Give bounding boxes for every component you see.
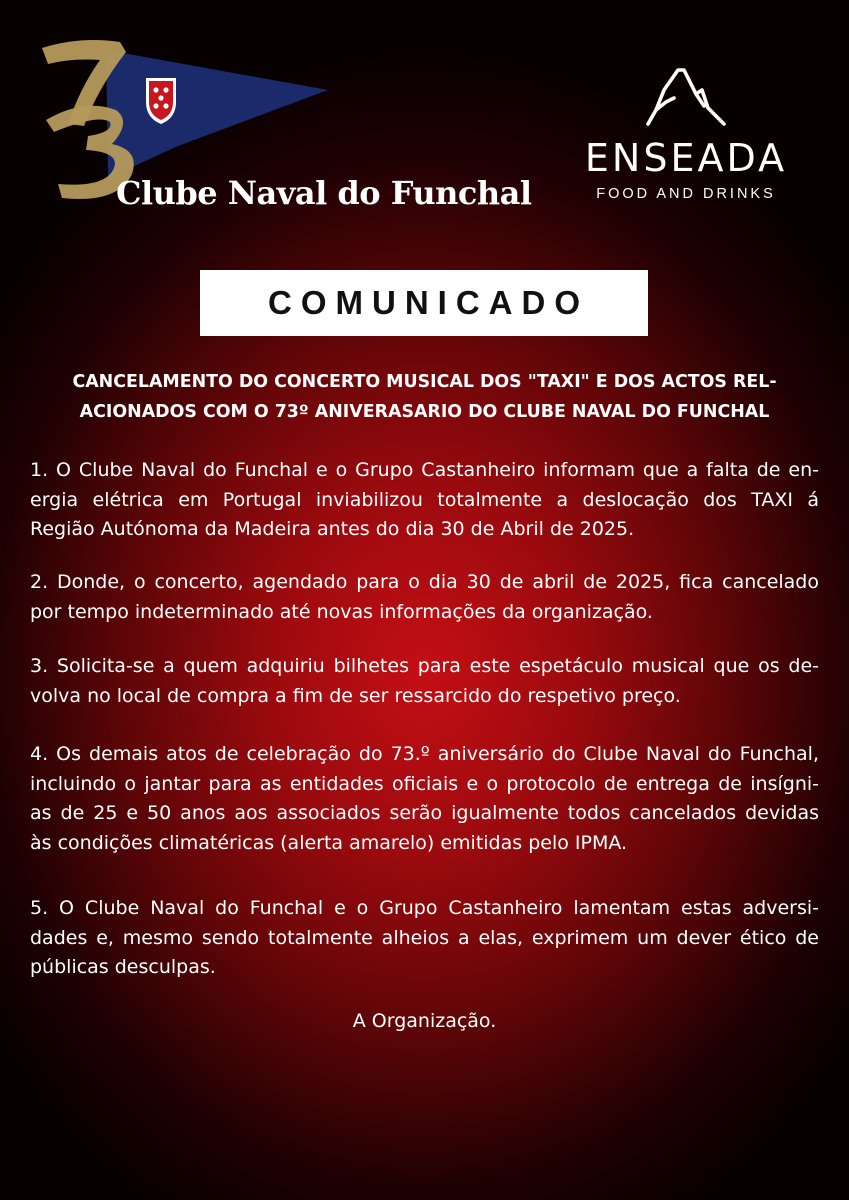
enseada-name: ENSEADA <box>584 136 788 180</box>
mountain-outline-icon <box>644 66 728 128</box>
paragraph-2 <box>30 568 819 627</box>
paragraph-line: 4. Os demais atos de celebração do 73.º aniversário do Clube Naval do Funchal, <box>30 743 819 765</box>
signature: A Organização. <box>352 1010 497 1032</box>
title-banner <box>200 270 648 336</box>
paragraph-line: públicas desculpas. <box>30 956 216 978</box>
clube-naval-logo <box>28 28 532 218</box>
paragraph-line: 1. O Clube Naval do Funchal e o Grupo Castanheiro informam que a falta de en- <box>30 459 819 481</box>
paragraph-line: 3. Solicita-se a quem adquiriu bilhetes para este espetáculo musical que os de- <box>30 655 819 677</box>
paragraph-line: as de 25 e 50 anos aos associados serão igualmente todos cancelados devidas <box>30 802 819 824</box>
paragraph-line: por tempo indeterminado até novas informações da organização. <box>30 600 653 623</box>
paragraph-3 <box>30 652 819 711</box>
paragraph-1 <box>30 456 819 545</box>
paragraph-line: incluindo o jantar para as entidades oficiais e o protocolo de entrega de insígni- <box>30 772 819 795</box>
headline-line: ACIONADOS COM O 73º ANIVERASARIO DO CLUBE NAVAL DO FUNCHAL <box>79 402 770 422</box>
paragraph-line: 2. Donde, o concerto, agendado para o dia 30 de abril de 2025, fica cancelado <box>30 571 819 593</box>
page-title: COMUNICADO <box>268 284 589 321</box>
paragraph-line: ergia elétrica em Portugal inviabilizou totalmente a deslocação dos TAXI á <box>30 488 819 511</box>
club-name: Clube Naval do Funchal <box>116 174 532 212</box>
paragraph-line: volva no local de compra a fim de ser ressarcido do respetivo preço. <box>30 684 681 707</box>
paragraph-line: dades e, mesmo sendo totalmente alheios a elas, exprimem um dever ético de <box>30 926 819 949</box>
enseada-tagline: FOOD AND DRINKS <box>596 186 776 202</box>
paragraph-4 <box>30 740 819 858</box>
enseada-logo <box>556 66 816 211</box>
paragraph-line: às condições climatéricas (alerta amarelo) emitidas pelo IPMA. <box>30 831 628 854</box>
headline-line: CANCELAMENTO DO CONCERTO MUSICAL DOS "TAXI" E DOS ACTOS REL- <box>72 372 777 392</box>
paragraph-line: Região Autónoma da Madeira antes do dia 30 de Abril de 2025. <box>30 518 635 540</box>
paragraph-5 <box>30 894 819 983</box>
paragraph-line: 5. O Clube Naval do Funchal e o Grupo Castanheiro lamentam estas adversi- <box>30 897 819 919</box>
